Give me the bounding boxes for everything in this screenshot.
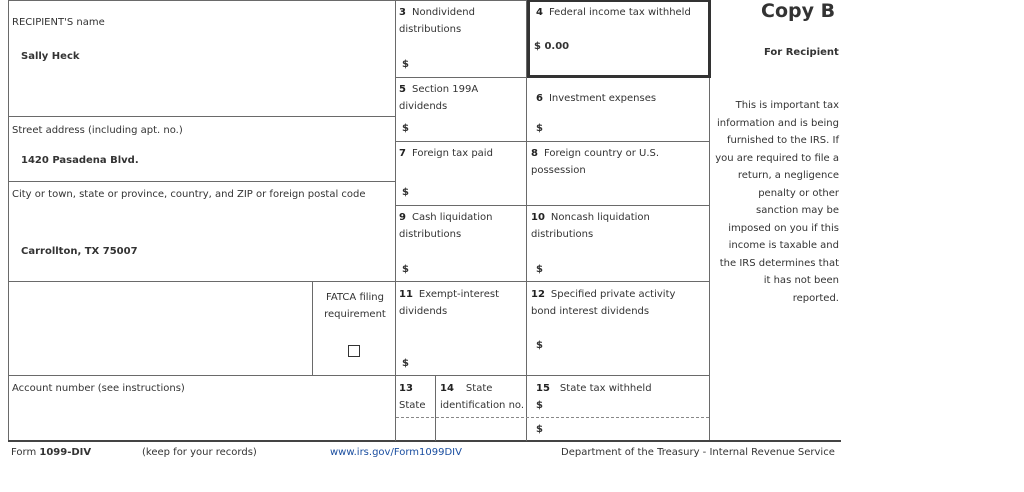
box-6-line1: Investment expenses [548,93,657,104]
box-4-number: 4 [536,7,543,18]
notice-line: furnished to the IRS. If [726,135,839,146]
box-3-number: 3 [399,7,406,18]
divider-row-9-11 [395,281,710,282]
box-13-number: 13 [399,383,413,394]
box-12-number: 12 [531,289,545,300]
notice-line: sanction may be [756,205,839,216]
box-12-label [531,286,675,320]
notice-line: you are required to file a [715,152,839,164]
box-10-line2: distributions [531,229,594,240]
box-15-number: 15 [536,383,550,394]
form-name: 1099-DIV [39,447,92,458]
box-9-number: 9 [399,212,406,223]
notice-line: it has not been [763,275,839,286]
box-7-dollar[interactable]: $ [402,187,409,198]
box-3-line2: distributions [399,24,462,35]
divider-row-5-7 [395,141,710,142]
notice-line: This is important tax [735,100,839,111]
box-14-line1: State [465,383,493,394]
box-8-line1: Foreign country or U.S. [543,148,660,159]
box13-14-divider [435,375,436,441]
box-3-dollar[interactable]: $ [402,59,409,70]
notice-line: penalty or other [758,187,839,199]
irs-form-link[interactable]: www.irs.gov/Form1099DIV [330,447,462,458]
box-13-line2: State [399,400,426,411]
notice-line: income is taxable and [728,240,839,251]
recipient-name-value: Sally Heck [21,51,80,62]
box-14-number: 14 [440,383,454,394]
box-3-label [399,4,475,38]
box-12-line1: Specified private activity [550,289,676,300]
box-8-number: 8 [531,148,538,159]
box-15-line1: State tax withheld [559,383,652,394]
department-label: Department of the Treasury - Internal Revenue Service [561,447,835,458]
box-12-line2: bond interest dividends [531,306,650,317]
form-prefix: Form [11,447,40,458]
box-10-dollar[interactable]: $ [536,264,543,275]
notice-line: imposed on you if this [728,222,839,234]
form-border-bottom [8,440,841,442]
box-11-label [399,286,499,320]
box-11-dollar[interactable]: $ [402,358,409,369]
box-5-dollar[interactable]: $ [402,123,409,134]
fatca-label-line2: requirement [324,309,386,320]
divider-street-city [8,181,396,182]
box-9-line2: distributions [399,229,462,240]
box-6-number: 6 [536,93,543,104]
street-address-value: 1420 Pasadena Blvd. [21,155,139,166]
box-4-value[interactable]: $ 0.00 [534,41,570,52]
divider-city-fatca [8,281,396,282]
form-id [11,447,91,458]
box-11-number: 11 [399,289,413,300]
divider-row-11-13 [395,375,710,376]
divider-name-street [8,116,396,117]
box-14-label [440,380,524,414]
box-12-dollar[interactable]: $ [536,340,543,351]
recipient-name-label: RECIPIENT'S name [12,17,105,28]
box-4-label [536,4,691,21]
box-9-label [399,209,492,243]
divider-row-7-9 [395,205,710,206]
box-6-dollar[interactable]: $ [536,123,543,134]
box-11-line2: dividends [399,306,448,317]
notice-line: the IRS determines that [719,257,839,269]
divider-fatca-account [8,375,396,376]
fatca-checkbox[interactable] [348,345,360,357]
box-5-label [399,81,478,115]
box-14-line2: identification no. [440,400,525,411]
important-tax-notice [710,97,839,307]
fatca-divider [312,281,313,376]
box-3-line1: Nondividend [411,7,475,18]
box-15-dollar-2[interactable]: $ [536,424,543,435]
city-label: City or town, state or province, country, and ZIP or foreign postal code [12,189,366,200]
copy-b-title: Copy B [761,0,836,22]
box-9-line1: Cash liquidation [411,212,493,223]
notice-line: information and is being [716,117,839,129]
account-number-label: Account number (see instructions) [12,383,185,394]
box-10-number: 10 [531,212,545,223]
street-address-label: Street address (including apt. no.) [12,125,183,136]
box-7-number: 7 [399,148,406,159]
city-value: Carrollton, TX 75007 [21,246,138,257]
divider-row-3-5 [395,77,527,78]
box-5-number: 5 [399,84,406,95]
notice-line: reported. [792,292,839,304]
box-15-label [536,380,652,397]
box-7-line1: Foreign tax paid [411,148,493,159]
box-8-line2: possession [531,165,586,176]
box-8-label [531,145,659,179]
keep-for-records: (keep for your records) [142,447,257,458]
box-10-line1: Noncash liquidation [550,212,650,223]
box-11-line1: Exempt-interest [418,289,499,300]
box-7-label [399,145,493,162]
box-6-label [536,90,656,107]
notice-line: return, a negligence [737,170,839,181]
box-13-label [399,380,425,414]
box-4-line1: Federal income tax withheld [548,7,691,18]
box-15-dollar-1[interactable]: $ [536,400,543,411]
box-5-line2: dividends [399,101,448,112]
box-5-line1: Section 199A [411,84,479,95]
for-recipient-label: For Recipient [764,47,839,58]
fatca-label-line1: FATCA filing [326,292,384,303]
state-row-dashed-line [396,417,709,418]
box-10-label [531,209,650,243]
box-9-dollar[interactable]: $ [402,264,409,275]
fatca-label [314,289,396,323]
